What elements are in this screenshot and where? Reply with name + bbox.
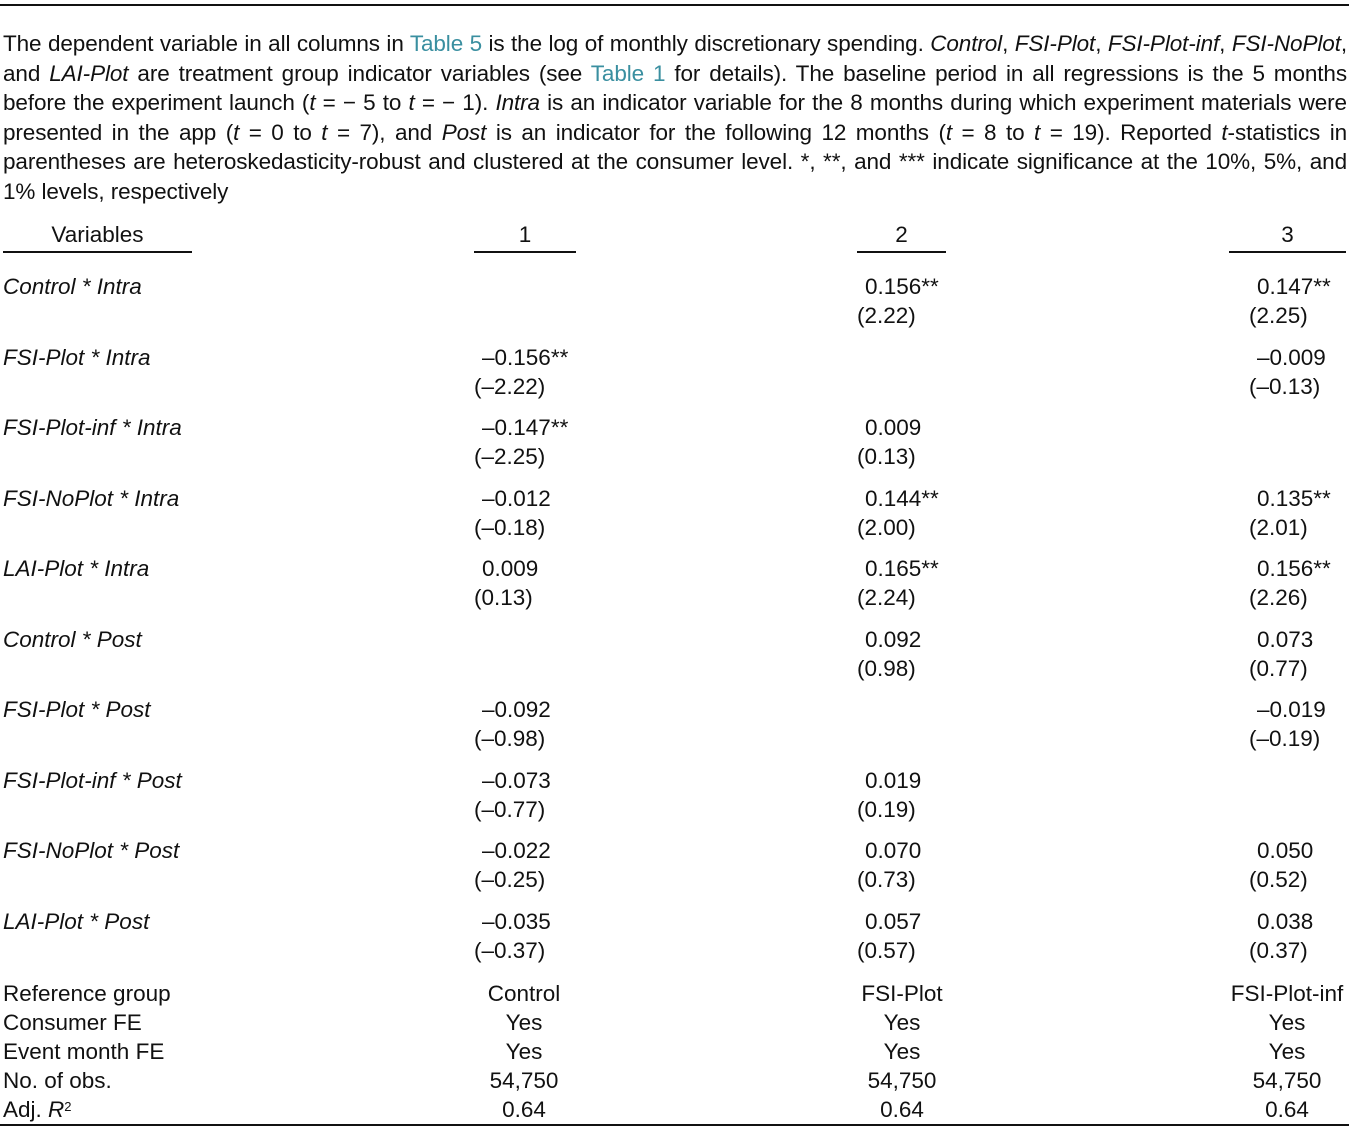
summary-value-col2: 0.64 bbox=[880, 1097, 924, 1122]
coefficient-col2: 0.156** bbox=[865, 274, 939, 299]
summary-value-col3: FSI-Plot-inf bbox=[1230, 981, 1344, 1006]
row-label: FSI-Plot * Intra bbox=[3, 344, 151, 370]
coefficient-col2: 0.165** bbox=[865, 556, 939, 581]
table-row bbox=[0, 907, 1349, 977]
tstat-col1: (–0.25) bbox=[474, 867, 546, 892]
coefficient-col1: –0.012 bbox=[482, 485, 551, 511]
summary-value-col3: 0.64 bbox=[1265, 1097, 1309, 1122]
coefficient-col2: 0.009 bbox=[865, 415, 922, 440]
summary-value-col3: 54,750 bbox=[1252, 1068, 1322, 1093]
summary-value-col2: Yes bbox=[883, 1010, 921, 1035]
coefficient-col3: 0.135** bbox=[1257, 485, 1331, 511]
coefficient-col1: –0.156** bbox=[482, 344, 569, 370]
tstat-col2: (0.57) bbox=[857, 937, 916, 963]
summary-row bbox=[0, 1037, 1349, 1066]
coefficient-col1: –0.035 bbox=[482, 908, 551, 934]
summary-value-col1: Yes bbox=[505, 1039, 543, 1064]
tstat-col3: (2.25) bbox=[1249, 303, 1308, 328]
row-label: FSI-Plot-inf * Post bbox=[3, 767, 182, 793]
table-row bbox=[0, 343, 1349, 413]
coefficient-col1: –0.073 bbox=[482, 767, 551, 793]
header-column-3: 3 bbox=[1229, 221, 1346, 253]
row-label: FSI-Plot * Post bbox=[3, 697, 151, 722]
coefficient-col3: 0.050 bbox=[1257, 838, 1314, 863]
tstat-col1: (–0.77) bbox=[474, 796, 546, 822]
table-row bbox=[0, 836, 1349, 906]
tstat-col2: (0.98) bbox=[857, 655, 916, 681]
coefficient-col3: 0.073 bbox=[1257, 626, 1314, 652]
summary-label: Event month FE bbox=[3, 1039, 165, 1064]
table-row bbox=[0, 272, 1349, 342]
table-bottom-rule bbox=[0, 1124, 1349, 1126]
table-row bbox=[0, 413, 1349, 483]
tstat-col2: (2.00) bbox=[857, 514, 916, 540]
coefficient-col1: –0.147** bbox=[482, 415, 569, 440]
coefficient-col3: –0.019 bbox=[1257, 697, 1326, 722]
coefficient-col3: 0.147** bbox=[1257, 274, 1331, 299]
table-row bbox=[0, 766, 1349, 836]
coefficient-col1: –0.092 bbox=[482, 697, 551, 722]
tstat-col2: (0.13) bbox=[857, 444, 916, 469]
coefficient-col1: 0.009 bbox=[482, 556, 539, 581]
header-column-1: 1 bbox=[474, 221, 576, 253]
coefficient-col3: –0.009 bbox=[1257, 344, 1326, 370]
row-label: FSI-NoPlot * Intra bbox=[3, 485, 180, 511]
row-label: LAI-Plot * Intra bbox=[3, 556, 150, 581]
summary-label: Consumer FE bbox=[3, 1010, 142, 1035]
summary-value-col1: Yes bbox=[505, 1010, 543, 1035]
summary-row bbox=[0, 1095, 1349, 1124]
header-column-2: 2 bbox=[857, 221, 946, 253]
tstat-col3: (–0.19) bbox=[1249, 726, 1321, 751]
table-row bbox=[0, 554, 1349, 624]
tstat-col2: (0.73) bbox=[857, 867, 916, 892]
summary-value-col1: 54,750 bbox=[489, 1068, 559, 1093]
tstat-col3: (0.77) bbox=[1249, 655, 1308, 681]
row-label: Control * Post bbox=[3, 626, 142, 652]
summary-value-col2: FSI-Plot bbox=[861, 981, 943, 1006]
header-variables: Variables bbox=[3, 221, 192, 253]
tstat-col3: (2.01) bbox=[1249, 514, 1308, 540]
summary-row bbox=[0, 979, 1349, 1008]
coefficient-col2: 0.144** bbox=[865, 485, 939, 511]
summary-value-col3: Yes bbox=[1268, 1010, 1306, 1035]
table-row bbox=[0, 625, 1349, 695]
summary-value-col2: Yes bbox=[883, 1039, 921, 1064]
row-label: FSI-Plot-inf * Intra bbox=[3, 415, 182, 440]
summary-row bbox=[0, 1066, 1349, 1095]
summary-value-col3: Yes bbox=[1268, 1039, 1306, 1064]
tstat-col1: (0.13) bbox=[474, 585, 533, 610]
summary-row bbox=[0, 1008, 1349, 1037]
table-caption: The dependent variable in all columns in Table 5 is the log of monthly discretionary spending. Control, FSI-Plot, FSI-Plot-inf, FSI-NoPlot, and LAI-Plot are treatment group indicator variables (see Table 1 for details). The baseline period in all regressions is the 5 months before the experiment launch (t = − 5 to t = − 1). Intra is an indicator variable for the 8 months during which experiment materials were presented in the app (t = 0 to t = 7), and Post is an indicator for the following 12 months (t = 8 to t = 19). Reported t-statistics in parentheses are heteroskedasticity-robust and clustered at the consumer level. *, **, and *** indicate significance at the 10%, 5%, and 1% levels, respectively bbox=[3, 31, 1348, 204]
summary-value-col1: 0.64 bbox=[502, 1097, 546, 1122]
summary-value-col2: 54,750 bbox=[867, 1068, 937, 1093]
tstat-col3: (–0.13) bbox=[1249, 373, 1321, 399]
tstat-col1: (–0.98) bbox=[474, 726, 546, 751]
summary-label: No. of obs. bbox=[3, 1068, 112, 1093]
summary-label: Reference group bbox=[3, 981, 171, 1006]
table-row bbox=[0, 695, 1349, 765]
coefficient-col2: 0.070 bbox=[865, 838, 922, 863]
tstat-col2: (0.19) bbox=[857, 796, 916, 822]
coefficient-col2: 0.092 bbox=[865, 626, 922, 652]
coefficient-col3: 0.038 bbox=[1257, 908, 1314, 934]
tstat-col1: (–2.22) bbox=[474, 373, 546, 399]
coefficient-col3: 0.156** bbox=[1257, 556, 1331, 581]
row-label: Control * Intra bbox=[3, 274, 142, 299]
tstat-col2: (2.22) bbox=[857, 303, 916, 328]
tstat-col2: (2.24) bbox=[857, 585, 916, 610]
tstat-col1: (–0.18) bbox=[474, 514, 546, 540]
table-row bbox=[0, 484, 1349, 554]
table-top-rule bbox=[0, 4, 1349, 6]
summary-label: Adj. $R^2$ bbox=[3, 1097, 72, 1122]
coefficient-col2: 0.057 bbox=[865, 908, 922, 934]
coefficient-col2: 0.019 bbox=[865, 767, 922, 793]
row-label: FSI-NoPlot * Post bbox=[3, 838, 180, 863]
tstat-col3: (0.52) bbox=[1249, 867, 1308, 892]
tstat-col1: (–2.25) bbox=[474, 444, 546, 469]
table-1-link[interactable]: Table 1 bbox=[590, 60, 666, 86]
coefficient-col1: –0.022 bbox=[482, 838, 551, 863]
summary-value-col1: Control bbox=[487, 981, 561, 1006]
tstat-col3: (0.37) bbox=[1249, 937, 1308, 963]
row-label: LAI-Plot * Post bbox=[3, 908, 150, 934]
table-5-link[interactable]: Table 5 bbox=[409, 31, 483, 56]
tstat-col3: (2.26) bbox=[1249, 585, 1308, 610]
tstat-col1: (–0.37) bbox=[474, 937, 546, 963]
